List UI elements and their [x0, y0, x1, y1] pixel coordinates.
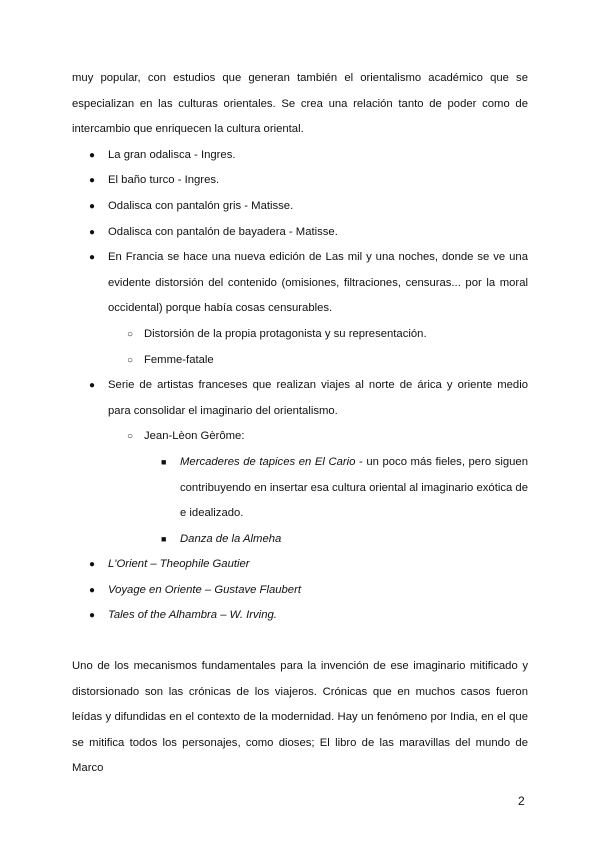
bullet-circle-icon: ○ — [127, 328, 134, 340]
bullet-disc-icon: ● — [89, 200, 96, 212]
sub-list-item — [72, 348, 528, 374]
book-title: Voyage en Oriente – Gustave Flaubert — [108, 583, 301, 596]
list-item — [72, 220, 528, 246]
bullet-disc-icon: ● — [89, 584, 96, 596]
list-item — [72, 552, 528, 578]
list-item — [72, 603, 528, 629]
paragraph-spacer — [72, 629, 528, 654]
bullet-disc-icon: ● — [89, 175, 96, 187]
bullet-disc-icon: ● — [89, 559, 96, 571]
list-item — [72, 194, 528, 220]
bullet-disc-icon: ● — [89, 226, 96, 238]
list-item-text: - un poco más fieles, pero siguen contribuyendo en insertar esa cultura oriental al imaginario exótica de e idealizado. — [180, 455, 528, 520]
book-title: Tales of the Alhambra – W. Irving. — [108, 609, 277, 622]
closing-paragraph: Uno de los mecanismos fundamentales para la invención de ese imaginario mitificado y distorsionado son las crónicas de los viajeros. Crónicas que en muchos casos fueron leídas y difundidas en el contexto de la modernidad. Hay un fenómeno por India, en el que se mitifica todos los personajes, como dioses; El libro de las maravillas del mundo de Marco — [72, 660, 528, 775]
list-item-text: En Francia se hace una nueva edición de Las mil y una noches, donde se ve una evidente distorsión del contenido (omisiones, filtraciones, censuras... por la moral occidental) porque había cosas censurables. — [108, 251, 528, 315]
list-item-text: Odalisca con pantalón de bayadera - Matisse. — [108, 225, 338, 238]
sub-sub-list-item — [72, 527, 528, 553]
bullet-square-icon: ■ — [161, 456, 167, 467]
list-item — [72, 168, 528, 194]
bullet-circle-icon: ○ — [127, 431, 134, 443]
list-item-text: Serie de artistas franceses que realizan viajes al norte de árica y oriente medio para consolidar el imaginario del orientalismo. — [108, 379, 528, 417]
list-item — [72, 578, 528, 604]
list-item-text: El baño turco - Ingres. — [108, 174, 220, 187]
bullet-disc-icon: ● — [89, 252, 96, 264]
intro-paragraph: muy popular, con estudios que generan también el orientalismo académico que se especializan en las culturas orientales. Se crea una relación tanto de poder como de intercambio que enriquecen la cultura oriental. — [72, 72, 528, 136]
sub-list-item — [72, 424, 528, 450]
page-content — [72, 66, 528, 782]
list-item-text: Jean-Lèon Gèrôme: — [144, 430, 245, 443]
bullet-list — [72, 143, 528, 629]
list-item-text: Femme-fatale — [144, 353, 214, 366]
list-item — [72, 245, 528, 322]
list-item-text: La gran odalisca - Ingres. — [108, 148, 236, 161]
bullet-square-icon: ■ — [161, 533, 167, 544]
sub-sub-list-item — [72, 450, 528, 527]
bullet-circle-icon: ○ — [127, 354, 134, 366]
sub-list-item — [72, 322, 528, 348]
page-number: 2 — [518, 794, 525, 808]
list-item — [72, 373, 528, 424]
artwork-title: Danza de la Almeha — [180, 532, 282, 545]
book-title: L'Orient – Theophile Gautier — [108, 558, 250, 571]
bullet-disc-icon: ● — [89, 380, 96, 392]
list-item — [72, 143, 528, 169]
artwork-title: Mercaderes de tapices en El Cario — [180, 455, 356, 468]
list-item-text: Odalisca con pantalón gris - Matisse. — [108, 199, 294, 212]
bullet-disc-icon: ● — [89, 610, 96, 622]
bullet-disc-icon: ● — [89, 149, 96, 161]
list-item-text: Distorsión de la propia protagonista y su representación. — [144, 327, 427, 340]
